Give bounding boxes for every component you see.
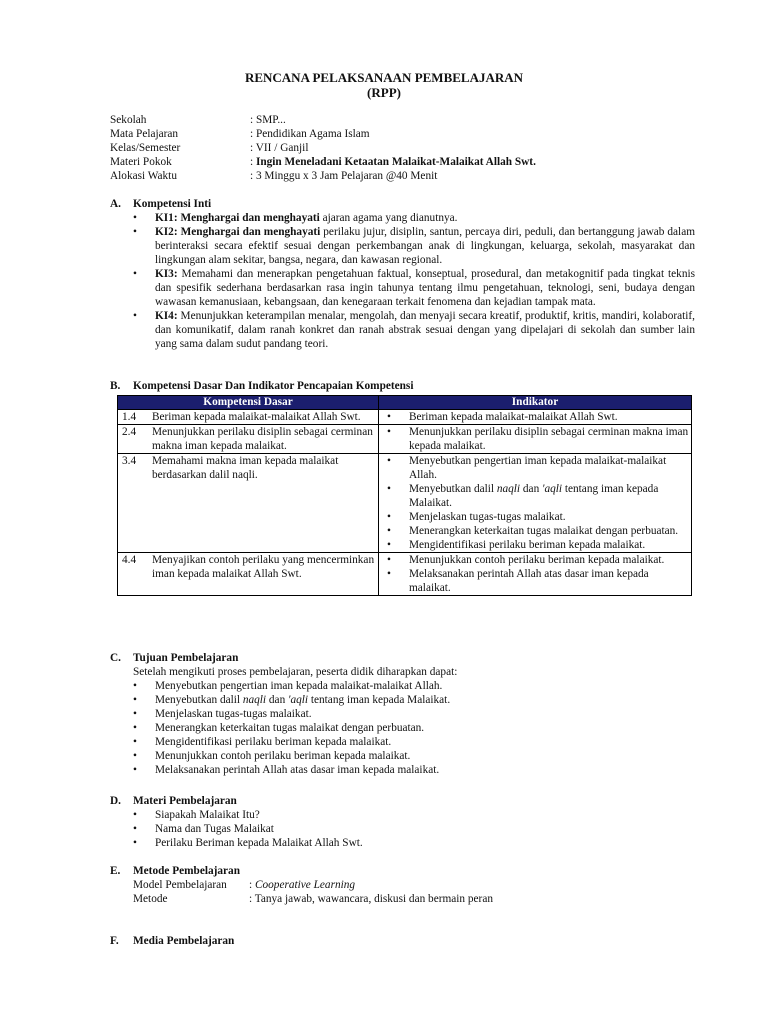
model-row [133, 878, 693, 892]
list-item: • Menjelaskan tugas-tugas malaikat. [383, 510, 689, 524]
list-item: • Beriman kepada malaikat-malaikat Allah Swt. [383, 410, 689, 424]
column-header-indikator: Indikator [379, 396, 692, 410]
list-item: • Mengidentifikasi perilaku beriman kepada malaikat. [383, 538, 689, 552]
table-row [118, 454, 692, 553]
identity-value: : Ingin Meneladani Ketaatan Malaikat-Malaikat Allah Swt. [250, 156, 536, 168]
list-item: • Melaksanakan perintah Allah atas dasar iman kepada malaikat. [133, 763, 695, 777]
indikator-cell [379, 454, 692, 553]
list-item: • KI1: Menghargai dan menghayati ajaran agama yang dianutnya. [133, 211, 695, 225]
list-item: • KI2: Menghargai dan menghayati perilaku jujur, disiplin, santun, percaya diri, peduli, dan bertanggung jawab dalam berinteraksi secara efektif sesuai dengan perkembangan anak di lingkungan, keluarga, sekolah, masyarakat dan lingkungan alam sekitar, bangsa, negara, dan kawasan regional. [133, 225, 695, 267]
section-b-heading: B. Kompetensi Dasar Dan Indikator Pencapaian Kompetensi [110, 380, 414, 392]
list-item: • Menunjukkan contoh perilaku beriman kepada malaikat. [133, 749, 695, 763]
materi-list [133, 808, 695, 850]
identity-label: Mata Pelajaran [110, 128, 179, 140]
identity-label: Kelas/Semester [110, 142, 181, 154]
table-row [118, 425, 692, 454]
list-item: • Melaksanakan perintah Allah atas dasar iman kepada malaikat. [383, 567, 689, 595]
identity-label: Materi Pokok [110, 156, 172, 168]
identity-row-kelas [110, 141, 670, 155]
document-subtitle: (RPP) [367, 85, 401, 100]
list-item: • Perilaku Beriman kepada Malaikat Allah Swt. [133, 836, 695, 850]
model-label: Model Pembelajaran [133, 879, 227, 891]
list-item: • KI4: Menunjukkan keterampilan menalar, mengolah, dan menyaji secara kreatif, produktif, kritis, mandiri, kolaboratif, dan komunikatif, dalam ranah konkret dan ranah abstrak sesuai dengan yang dipelajari di sekolah dan sumber lain yang sama dalam sudut pandang teori. [133, 309, 695, 351]
identity-row-materi [110, 155, 670, 169]
list-item: • Menerangkan keterkaitan tugas malaikat dengan perbuatan. [383, 524, 689, 538]
list-item: • KI3: Memahami dan menerapkan pengetahuan faktual, konseptual, prosedural, dan metakognitif pada tingkat teknis dan spesifik sederhana berdasarkan rasa ingin tahunya tentang ilmu pengetahuan, teknologi, seni, budaya dengan wawasan kemanusiaan, kebangsaan, dan kenegaraan terkait fenomena dan kejadian tampak mata. [133, 267, 695, 309]
section-e-heading: E. Metode Pembelajaran [110, 865, 240, 877]
list-item: • Menunjukkan perilaku disiplin sebagai cerminan makna iman kepada malaikat. [383, 425, 689, 453]
identity-label: Alokasi Waktu [110, 170, 177, 182]
indikator-cell [379, 410, 692, 425]
identity-row-alokasi [110, 169, 670, 183]
document-title: RENCANA PELAKSANAAN PEMBELAJARAN [244, 70, 524, 85]
metode-label: Metode [133, 893, 168, 905]
kd-cell: 3.4 Memahami makna iman kepada malaikat berdasarkan dalil naqli. [118, 454, 379, 553]
kd-cell: 2.4 Menunjukkan perilaku disiplin sebagai cerminan makna iman kepada malaikat. [118, 425, 379, 454]
identity-label: Sekolah [110, 114, 147, 126]
kd-cell: 4.4 Menyajikan contoh perilaku yang mencerminkan iman kepada malaikat Allah Swt. [118, 553, 379, 596]
table-row [118, 553, 692, 596]
identity-value: : 3 Minggu x 3 Jam Pelajaran @40 Menit [250, 170, 438, 182]
list-item: • Menyebutkan dalil naqli dan 'aqli tentang iman kepada Malaikat. [133, 693, 695, 707]
indikator-cell [379, 553, 692, 596]
list-item: • Siapakah Malaikat Itu? [133, 808, 695, 822]
identity-value: : Pendidikan Agama Islam [250, 128, 370, 140]
list-item: • Menunjukkan contoh perilaku beriman kepada malaikat. [383, 553, 689, 567]
kd-cell: 1.4 Beriman kepada malaikat-malaikat Allah Swt. [118, 410, 379, 425]
identity-row-sekolah [110, 113, 670, 127]
identity-row-mapel [110, 127, 670, 141]
list-item: • Mengidentifikasi perilaku beriman kepada malaikat. [133, 735, 695, 749]
section-c-heading: C. Tujuan Pembelajaran [110, 652, 239, 664]
metode-value: : Tanya jawab, wawancara, diskusi dan bermain peran [249, 893, 493, 905]
indikator-cell [379, 425, 692, 454]
list-item: • Menjelaskan tugas-tugas malaikat. [133, 707, 695, 721]
metode-row [133, 892, 693, 906]
section-a-heading: A. Kompetensi Inti [110, 198, 212, 210]
identity-value: : VII / Ganjil [250, 142, 309, 154]
identity-value: : SMP... [250, 114, 286, 126]
section-f-heading: F. Media Pembelajaran [110, 935, 235, 947]
list-item: • Menyebutkan dalil naqli dan 'aqli tentang iman kepada Malaikat. [383, 482, 689, 510]
list-item: • Nama dan Tugas Malaikat [133, 822, 695, 836]
table-row [118, 410, 692, 425]
model-value: : Cooperative Learning [249, 879, 356, 891]
tujuan-intro: Setelah mengikuti proses pembelajaran, peserta didik diharapkan dapat: [133, 666, 458, 678]
kd-indikator-table [117, 395, 692, 596]
tujuan-list [133, 679, 695, 777]
list-item: • Menyebutkan pengertian iman kepada malaikat-malaikat Allah. [133, 679, 695, 693]
column-header-kd: Kompetensi Dasar [118, 396, 379, 410]
list-item: • Menyebutkan pengertian iman kepada malaikat-malaikat Allah. [383, 454, 689, 482]
kompetensi-inti-list [133, 211, 695, 351]
list-item: • Menerangkan keterkaitan tugas malaikat dengan perbuatan. [133, 721, 695, 735]
table-header-row [118, 396, 692, 410]
section-d-heading: D. Materi Pembelajaran [110, 795, 237, 807]
